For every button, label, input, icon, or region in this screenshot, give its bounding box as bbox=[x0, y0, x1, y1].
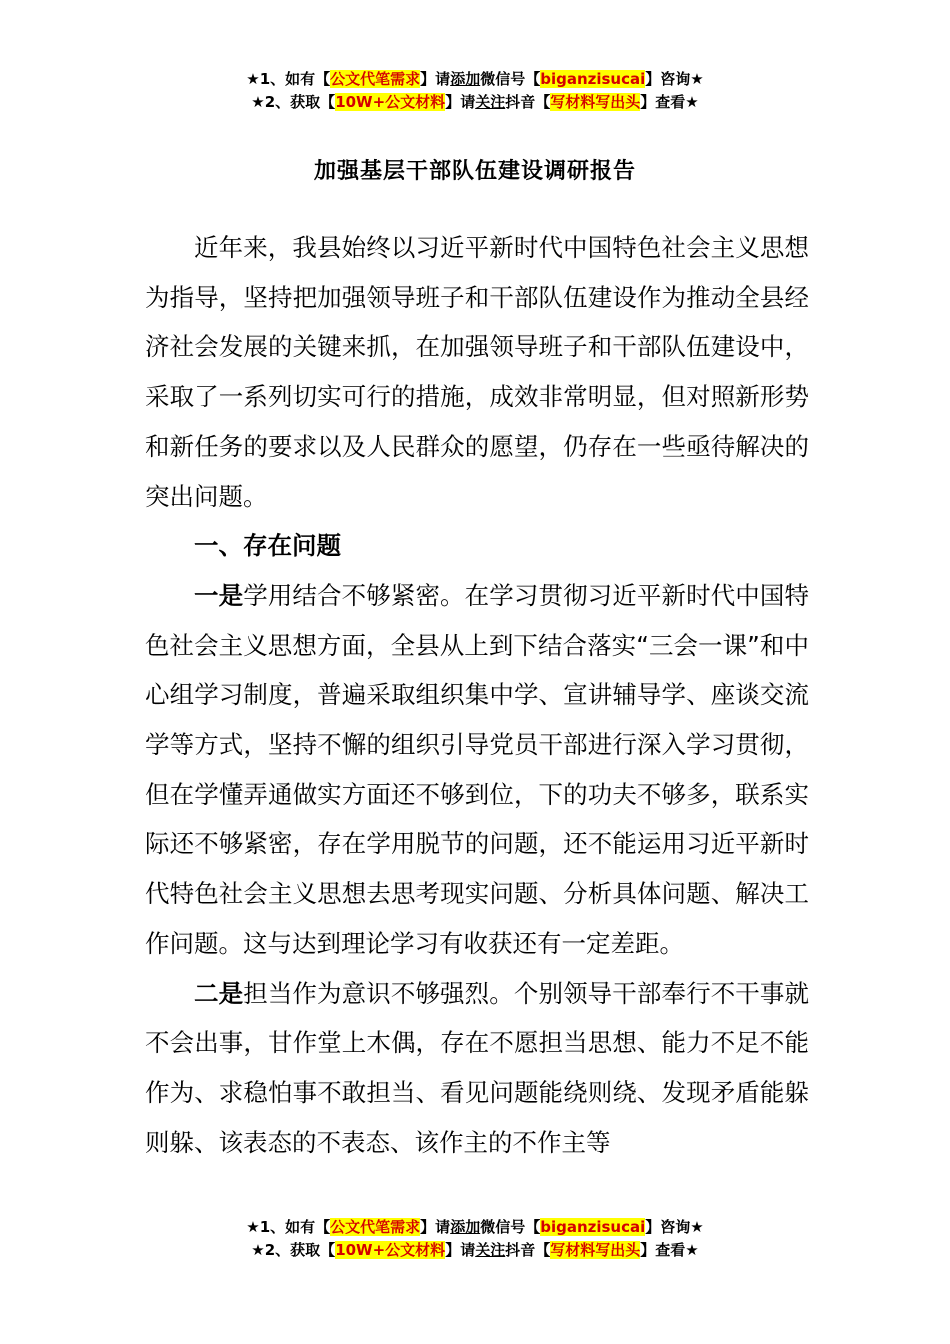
promo-text: 】请 bbox=[420, 70, 451, 88]
promo-text: 抖音【 bbox=[505, 93, 551, 111]
promo-text: 】请 bbox=[445, 1241, 476, 1259]
point-lead: 一是 bbox=[194, 580, 244, 610]
intro-paragraph: 近年来，我县始终以习近平新时代中国特色社会主义思想为指导，坚持把加强领导班子和干部队伍建设作为推动全县经济社会发展的关键来抓，在加强领导班子和干部队伍建设中，采取了一系列切实可行的措施，成效非常明显，但对照新形势和新任务的要求以及人民群众的愿望，仍存在一些亟待解决的突出问题。 bbox=[145, 233, 809, 511]
promo-highlight: biganzisucai bbox=[540, 1218, 646, 1236]
promo-text: 微信号【 bbox=[480, 70, 541, 88]
promo-highlight: biganzisucai bbox=[540, 70, 646, 88]
promo-highlight: 10W+公文材料 bbox=[335, 93, 446, 111]
header-promo-banner bbox=[0, 68, 950, 114]
promo-underlined: 添加 bbox=[450, 1218, 481, 1236]
section-heading: 一、存在问题 bbox=[194, 531, 341, 561]
point-lead: 二是 bbox=[194, 978, 244, 1008]
promo-text: ★2、获取【 bbox=[251, 93, 336, 111]
promo-underlined: 关注 bbox=[475, 93, 506, 111]
promo-line-1 bbox=[0, 68, 950, 91]
promo-line-2 bbox=[0, 91, 950, 114]
promo-underlined: 关注 bbox=[475, 1241, 506, 1259]
promo-highlight: 公文代笔需求 bbox=[330, 70, 421, 88]
promo-text: ★2、获取【 bbox=[251, 1241, 336, 1259]
promo-highlight: 10W+公文材料 bbox=[335, 1241, 446, 1259]
promo-text: 抖音【 bbox=[505, 1241, 551, 1259]
promo-text: 】咨询★ bbox=[645, 1218, 704, 1236]
promo-highlight: 写材料写出头 bbox=[550, 93, 641, 111]
promo-highlight: 写材料写出头 bbox=[550, 1241, 641, 1259]
promo-text: 】请 bbox=[420, 1218, 451, 1236]
promo-line-1 bbox=[0, 1216, 950, 1239]
promo-text: 微信号【 bbox=[480, 1218, 541, 1236]
promo-text: 】咨询★ bbox=[645, 70, 704, 88]
point-text: 学用结合不够紧密。在学习贯彻习近平新时代中国特色社会主义思想方面，全县从上到下结合落实“三会一课”和中心组学习制度，普遍采取组织集中学、宣讲辅导学、座谈交流学等方式，坚持不懈的组织引导党员干部进行深入学习贯彻，但在学懂弄通做实方面还不够到位，下的功夫不够多，联系实际还不够紧密，存在学用脱节的问题，还不能运用习近平新时代特色社会主义思想去思考现实问题、分析具体问题、解决工作问题。这与达到理论学习有收获还有一定差距。 bbox=[145, 580, 810, 958]
document-body bbox=[145, 223, 809, 1167]
promo-line-2 bbox=[0, 1239, 950, 1262]
promo-highlight: 公文代笔需求 bbox=[330, 1218, 421, 1236]
promo-text: 】查看★ bbox=[640, 93, 699, 111]
promo-text: 】请 bbox=[445, 93, 476, 111]
point-paragraph bbox=[145, 969, 809, 1168]
point-paragraph bbox=[145, 571, 809, 969]
promo-text: ★1、如有【 bbox=[246, 70, 331, 88]
promo-underlined: 添加 bbox=[450, 70, 481, 88]
point-text: 担当作为意识不够强烈。个别领导干部奉行不干事就不会出事，甘作堂上木偶，存在不愿担当思想、能力不足不能作为、求稳怕事不敢担当、看见问题能绕则绕、发现矛盾能躲则躲、该表态的不表态、该作主的不作主等 bbox=[145, 978, 810, 1157]
promo-text: 】查看★ bbox=[640, 1241, 699, 1259]
footer-promo-banner bbox=[0, 1216, 950, 1262]
document-title: 加强基层干部队伍建设调研报告 bbox=[313, 159, 636, 184]
promo-text: ★1、如有【 bbox=[246, 1218, 331, 1236]
